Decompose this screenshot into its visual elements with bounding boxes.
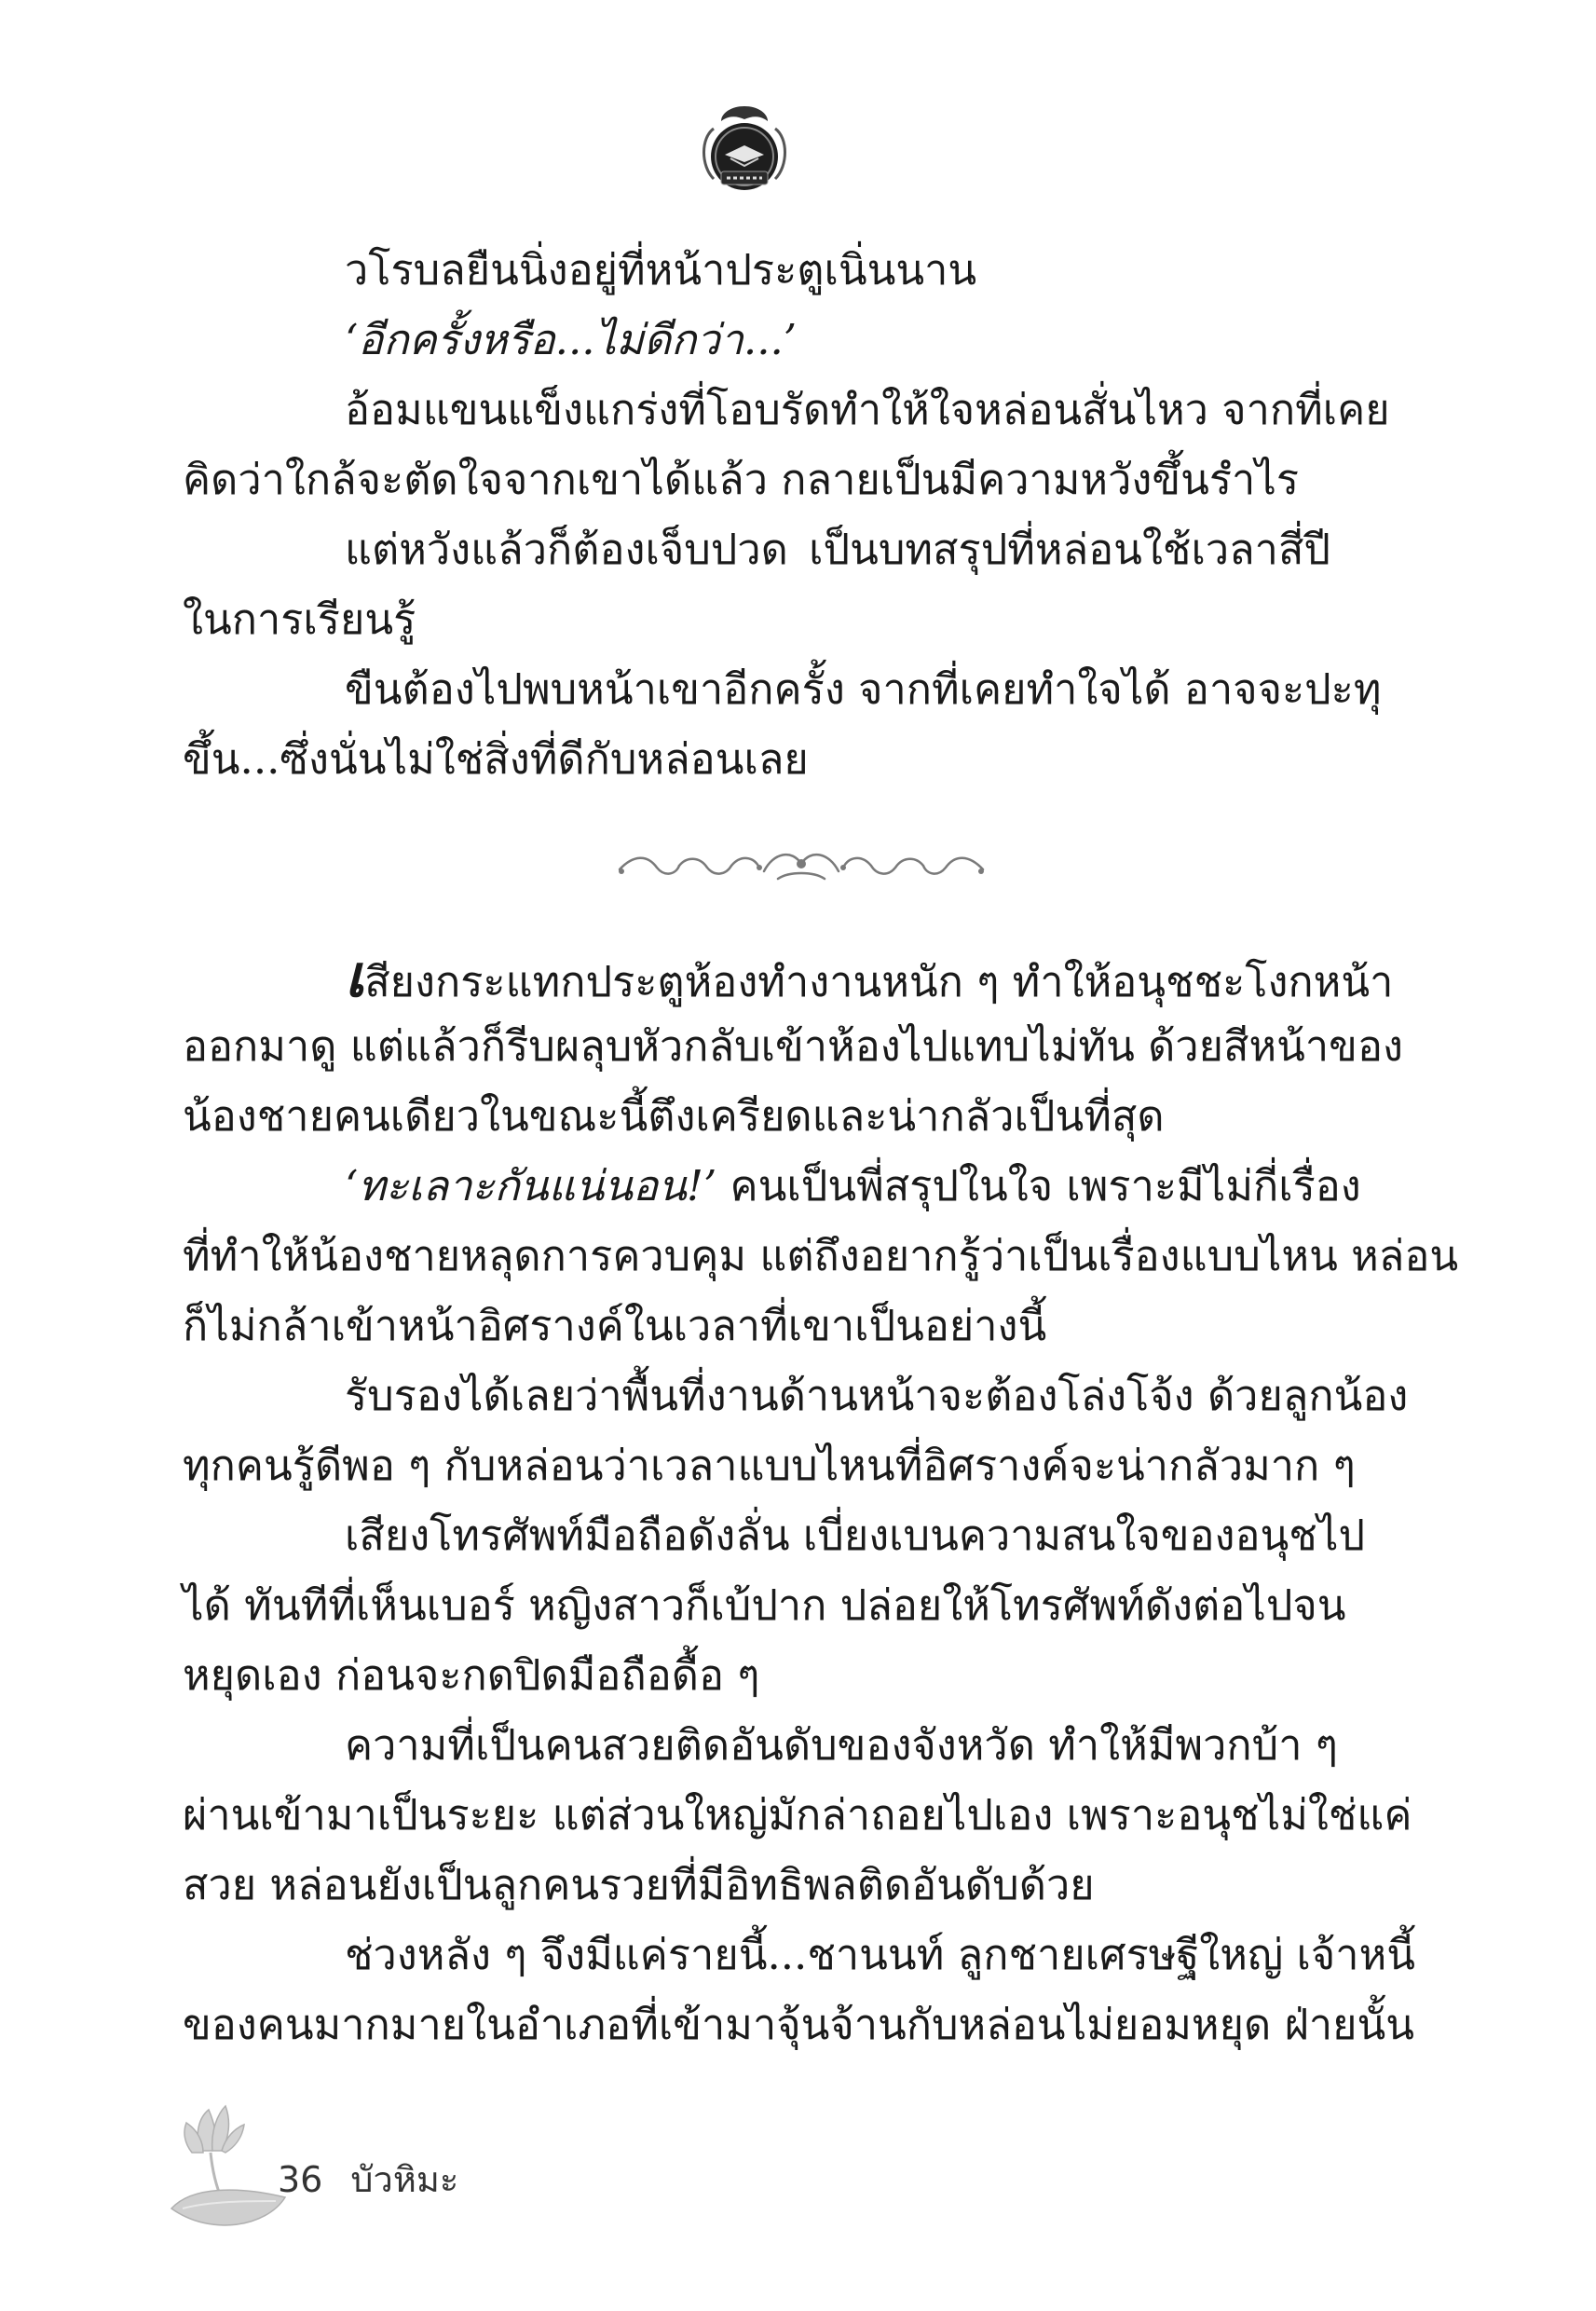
scene-break-ornament-icon xyxy=(610,843,992,890)
paragraph-line xyxy=(183,941,1394,1011)
paragraph-line: ช่วงหลัง ๆ จึงมีแค่รายนี้...ชานนท์ ลูกชายเศรษฐีใหญ่ เจ้าหนี้ xyxy=(345,1930,1415,1979)
section-two xyxy=(183,941,1459,2059)
publisher-emblem-icon xyxy=(693,101,796,203)
inner-thought-line: ‘อีกครั้งหรือ...ไม่ดีกว่า...’ xyxy=(345,315,798,364)
paragraph-line: อ้อมแขนแข็งแกร่งที่โอบรัดทำให้ใจหล่อนสั่นไหว จากที่เคย xyxy=(345,385,1390,434)
paragraph-line: เสียงโทรศัพท์มือถือดังลั่น เบี่ยงเบนความสนใจของอนุชไป xyxy=(345,1511,1366,1560)
paragraph-line: คิดว่าใกล้จะตัดใจจากเขาได้แล้ว กลายเป็นมีความหวังขึ้นรำไร xyxy=(183,455,1300,504)
paragraph-line: ความที่เป็นคนสวยติดอันดับของจังหวัด ทำให้มีพวกบ้า ๆ xyxy=(345,1720,1338,1770)
quote-line-text: คนเป็นพี่สรุปในใจ เพราะมีไม่กี่เรื่อง xyxy=(716,1161,1361,1210)
section-one xyxy=(183,235,1390,794)
paragraph-line: วโรบลยืนนิ่งอยู่ที่หน้าประตูเนิ่นนาน xyxy=(345,245,977,294)
book-title: บัวหิมะ xyxy=(350,2159,459,2200)
paragraph-line: ได้ ทันทีที่เห็นเบอร์ หญิงสาวก็เบ้ปาก ปล่อยให้โทรศัพท์ดังต่อไปจน xyxy=(183,1580,1346,1630)
paragraph-line: สวย หล่อนยังเป็นลูกคนรวยที่มีอิทธิพลติดอันดับด้วย xyxy=(183,1860,1095,1909)
inner-thought-quote: ‘ทะเลาะกันแน่นอน!’ xyxy=(345,1161,717,1210)
paragraph-line: ขืนต้องไปพบหน้าเขาอีกครั้ง จากที่เคยทำใจได้ อาจจะปะทุ xyxy=(345,664,1382,714)
paragraph-line: น้องชายคนเดียวในขณะนี้ตึงเครียดและน่ากลัวเป็นที่สุด xyxy=(183,1091,1165,1141)
paragraph-line: ของคนมากมายในอำเภอที่เข้ามาจุ้นจ้านกับหล่อนไม่ยอมหยุด ฝ่ายนั้น xyxy=(183,2000,1415,2049)
paragraph-line xyxy=(183,1151,1361,1221)
paragraph-line: รับรองได้เลยว่าพื้นที่งานด้านหน้าจะต้องโล่งโจ้ง ด้วยลูกน้อง xyxy=(345,1371,1409,1420)
drop-cap: เ xyxy=(345,942,365,1010)
page-footer xyxy=(278,2151,458,2208)
page-number: 36 xyxy=(278,2159,323,2200)
paragraph-line: ขึ้น...ซึ่งนั่นไม่ใช่สิ่งที่ดีกับหล่อนเลย xyxy=(183,734,809,784)
paragraph-line: ที่ทำให้น้องชายหลุดการควบคุม แต่ถึงอยากรู้ว่าเป็นเรื่องแบบไหน หล่อน xyxy=(183,1231,1459,1280)
paragraph-line: ในการเรียนรู้ xyxy=(183,595,416,644)
paragraph-line: หยุดเอง ก่อนจะกดปิดมือถือดื้อ ๆ xyxy=(183,1650,760,1700)
paragraph-line: ทุกคนรู้ดีพอ ๆ กับหล่อนว่าเวลาแบบไหนที่อิศรางค์จะน่ากลัวมาก ๆ xyxy=(183,1441,1356,1490)
paragraph-line: ผ่านเข้ามาเป็นระยะ แต่ส่วนใหญ่มักล่าถอยไปเอง เพราะอนุชไม่ใช่แค่ xyxy=(183,1790,1412,1839)
paragraph-line: แต่หวังแล้วก็ต้องเจ็บปวด เป็นบทสรุปที่หล่อนใช้เวลาสี่ปี xyxy=(345,525,1330,574)
drop-cap-line-text: สียงกระแทกประตูห้องทำงานหนัก ๆ ทำให้อนุชชะโงกหน้า xyxy=(364,957,1394,1006)
paragraph-line: ก็ไม่กล้าเข้าหน้าอิศรางค์ในเวลาที่เขาเป็นอย่างนี้ xyxy=(183,1301,1047,1350)
paragraph-line: ออกมาดู แต่แล้วก็รีบผลุบหัวกลับเข้าห้องไปแทบไม่ทัน ด้วยสีหน้าของ xyxy=(183,1021,1403,1071)
